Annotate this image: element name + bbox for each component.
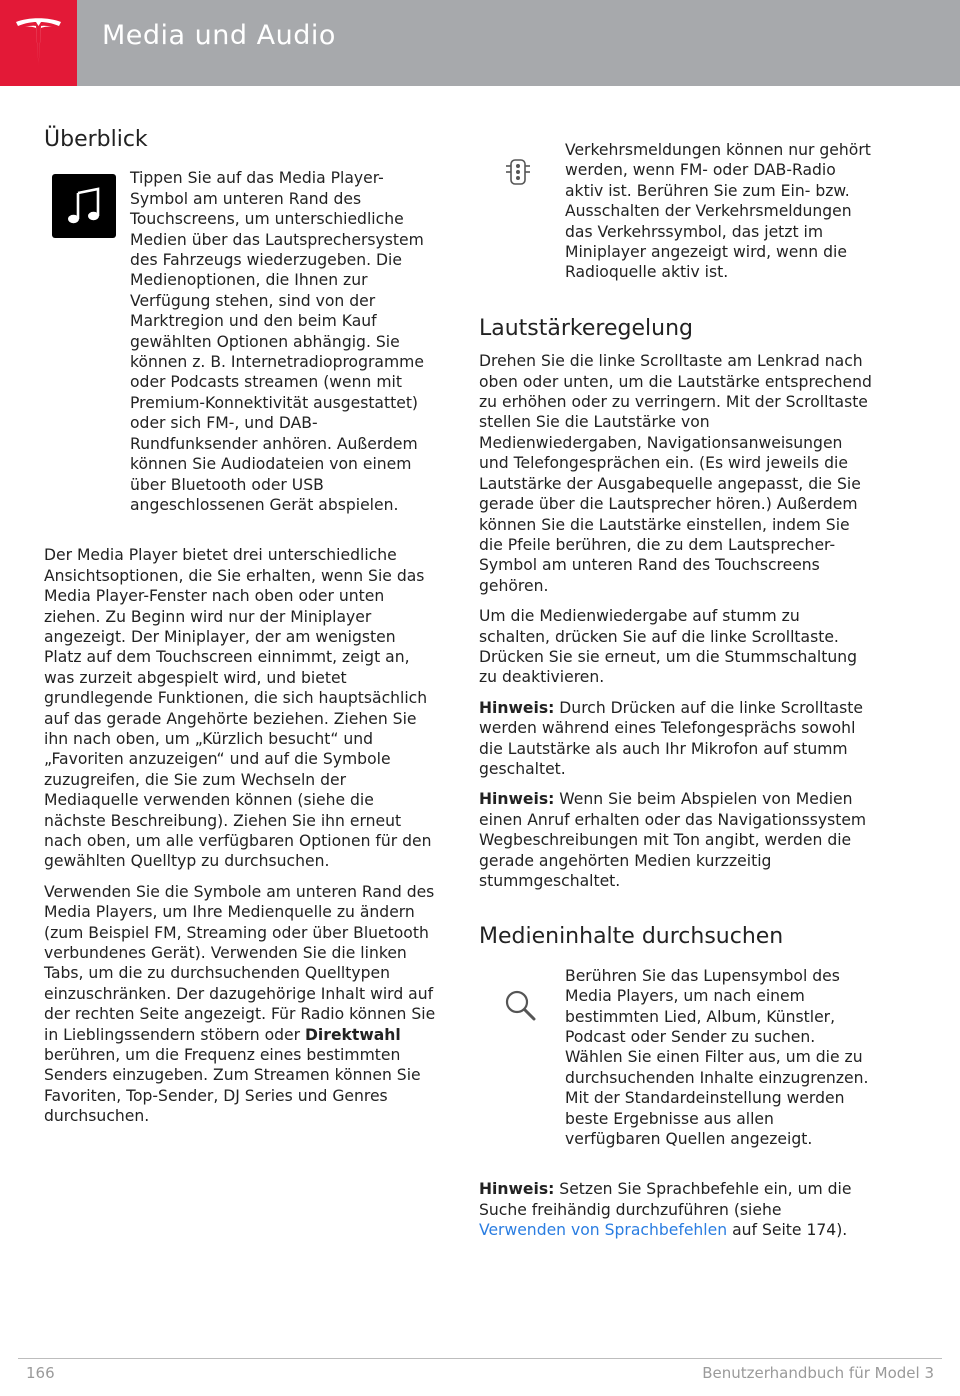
search-block: [479, 966, 873, 1150]
music-note-icon: [66, 187, 102, 225]
voice-commands-link[interactable]: Verwenden von Sprachbefehlen: [479, 1221, 728, 1240]
tesla-logo: [0, 0, 77, 86]
search-description: Berühren Sie das Lupensymbol des Media Players, um nach einem bestimmten Lied, Album, Künstler, Podcast oder Sender zu suchen. Wählen Sie einen Filter aus, um die zu durchsuchenden Inhalte einzugrenzen. Mit der Standardeinstellung werden beste Ergebnisse aus allen verfügbaren Quellen angezeigt.: [565, 966, 869, 1149]
traffic-light-icon: [505, 158, 531, 186]
section-heading-search: Medieninhalte durchsuchen: [479, 924, 784, 950]
media-player-description: Tippen Sie auf das Media Player-Symbol am unteren Rand des Touchscreens, um unterschiedliche Medien über das Lautsprechersystem des Fahrzeugs wiederzugeben. Die Medienoptionen, die Ihnen zur Verfügung stehen, sind von der Marktregion und den beim Kauf gewählten Optionen abhängig. Sie können z. B. Internetradioprogramme oder Podcasts streamen (wenn mit Premium-Konnektivität ausgestattet) oder sich FM-, und DAB-Rundfunksender anhören. Außerdem können Sie Audiodateien von einem über Bluetooth oder USB angeschlossenen Gerät abspielen.: [130, 169, 424, 514]
section-heading-volume: Lautstärkeregelung: [479, 315, 693, 341]
footer-divider: [18, 1358, 942, 1359]
direktwahl-term: Direktwahl: [304, 1025, 401, 1044]
paragraph-mute: Um die Medienwiedergabe auf stumm zu schalten, drücken Sie auf die linke Scrolltaste. Drücken Sie sie erneut, um die Stummschaltung zu deaktivieren.: [479, 607, 858, 687]
note-voice-commands: Hinweis: Setzen Sie Sprachbefehle ein, um die Suche freihändig durchzuführen (siehe Verwenden von Sprachbefehlen auf Seite 174).: [479, 1180, 852, 1240]
traffic-description: Verkehrsmeldungen können nur gehört werden, wenn FM- oder DAB-Radio aktiv ist. Berühren Sie zum Ein- bzw. Ausschalten der Verkehrsmeldungen das Verkehrssymbol, das jetzt im Miniplayer angezeigt wird, wenn die Radioquelle aktiv ist.: [565, 141, 871, 282]
page-number: 166: [26, 1364, 55, 1382]
paragraph-volume: Drehen Sie die linke Scrolltaste am Lenkrad nach oben oder unten, um die Lautstärke entsprechend zu erhöhen oder zu verringern. Mit der Scrolltaste stellen Sie die Lautstärke von Medienwiedergaben, Navigationsanweisungen und Telefongesprächen ein. (Es wird jeweils die Lautstärke der Ausgabequelle angepasst, die Sie gerade über die Lautsprecher hören.) Außerdem können Sie die Lautstärke einstellen, indem Sie die Pfeile berühren, die zu dem Lautsprecher-Symbol am unteren Rand des Touchscreens gehören.: [479, 352, 872, 595]
right-column: [479, 140, 873, 1251]
note-mute-call: Hinweis: Durch Drücken auf die linke Scrolltaste werden während eines Telefongesprächs sowohl die Lautstärke als auch Ihr Mikrofon auf stumm geschaltet.: [479, 698, 863, 778]
media-player-block: [44, 168, 438, 515]
section-heading-overview: Überblick: [44, 127, 148, 152]
note-navigation: Hinweis: Wenn Sie beim Abspielen von Medien einen Anruf erhalten oder das Navigationssystem Wegbeschreibungen mit Ton angibt, werden die gerade angehörten Medien kurzzeitig stummgeschaltet.: [479, 790, 867, 890]
paragraph-view-options: Der Media Player bietet drei unterschiedliche Ansichtsoptionen, die Sie erhalten, wenn Sie das Media Player-Fenster nach oben oder unten ziehen. Zu Beginn wird nur der Miniplayer angezeigt. Der Miniplayer, der am wenigsten Platz auf dem Touchscreen einnimmt, zeigt an, was zurzeit abgespielt wird, und bietet grundlegende Funktionen, die sich hauptsächlich auf das gerade Angehörte beziehen. Ziehen Sie ihn nach oben, um „Kürzlich besucht“ und „Favoriten anzuzeigen“ und auf die Symbole zuzugreifen, die Sie zum Wechseln der Mediaquelle verwenden können (siehe die nächste Beschreibung). Ziehen Sie ihn erneut nach oben, um alle verfügbaren Optionen für den gewählten Quelltyp zu durchsuchen.: [44, 546, 432, 871]
page-header: [0, 0, 960, 86]
manual-title: Benutzerhandbuch für Model 3: [702, 1364, 934, 1382]
media-player-tile: [52, 174, 116, 238]
traffic-block: [479, 140, 873, 283]
left-column: [44, 127, 438, 1137]
tesla-logo-icon: [14, 16, 63, 68]
page-title: Media und Audio: [102, 20, 336, 51]
paragraph-media-source: Verwenden Sie die Symbole am unteren Rand des Media Players, um Ihre Medienquelle zu ändern (zum Beispiel FM, Streaming oder über Bluetooth verbundenes Gerät). Verwenden Sie die linken Tabs, um die zu durchsuchenden Quelltypen einzuschränken. Der dazugehörige Inhalt wird auf der rechten Seite angezeigt. Für Radio können Sie in Lieblingssendern stöbern oder Direktwahl berühren, um die Frequenz eines bestimmten Senders einzugeben. Zum Streamen können Sie Favoriten, Top-Sender, DJ Series und Genres durchsuchen.: [44, 882, 436, 1126]
search-icon: [503, 988, 537, 1022]
